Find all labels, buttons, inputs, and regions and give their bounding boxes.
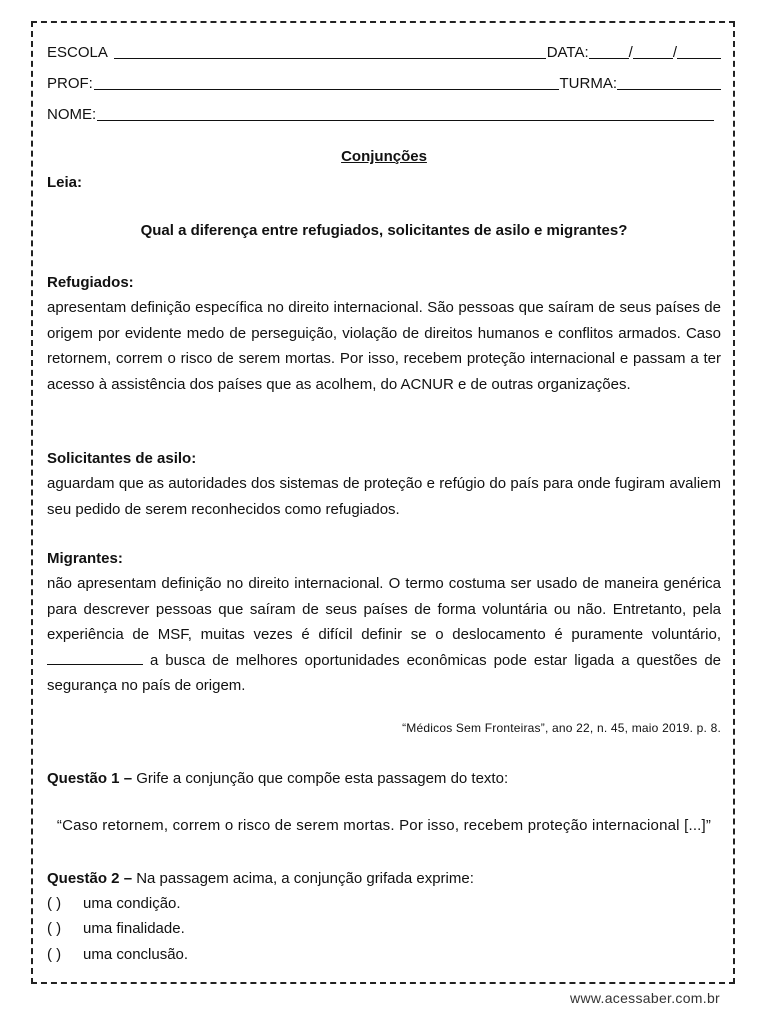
name-label: NOME:	[47, 106, 97, 123]
date-year-field[interactable]	[677, 44, 721, 59]
option-label: uma condição.	[83, 895, 181, 912]
conjunction-blank[interactable]	[47, 651, 143, 665]
option-label: uma finalidade.	[83, 920, 185, 937]
text-title: Qual a diferença entre refugiados, solicitantes de asilo e migrantes?	[140, 222, 628, 239]
class-label: TURMA:	[559, 75, 617, 92]
question-2-label: Questão 2 –	[47, 870, 133, 887]
name-field[interactable]	[97, 106, 714, 121]
option-condicao[interactable]	[47, 895, 181, 913]
page-title: Conjunções	[341, 148, 427, 165]
class-field[interactable]	[617, 75, 721, 90]
question-1-label: Questão 1 –	[47, 770, 133, 787]
migrants-text-after: a busca de melhores oportunidades econômicas pode estar ligada a questões de segurança no país de origem.	[47, 651, 722, 694]
question-1-text: Grife a conjunção que compõe esta passagem do texto:	[136, 770, 509, 787]
asylum-paragraph: aguardam que as autoridades dos sistemas de proteção e refúgio do país para onde fugiram avaliem seu pedido de serem reconhecidos como refugiados.	[47, 475, 721, 518]
date-separator: /	[672, 44, 677, 61]
source-citation: “Médicos Sem Fronteiras”, ano 22, n. 45, maio 2019. p. 8.	[402, 721, 721, 735]
footer-site: www.acessaber.com.br	[570, 990, 720, 1006]
refugees-heading: Refugiados:	[47, 274, 134, 291]
school-field[interactable]	[114, 44, 546, 59]
option-checkbox[interactable]: ( )	[47, 920, 62, 937]
read-label: Leia:	[47, 174, 83, 191]
name-line	[47, 106, 715, 124]
date-label: DATA:	[546, 44, 589, 61]
refugees-paragraph: apresentam definição específica no direito internacional. São pessoas que saíram de seus países de origem por evidente medo de perseguição, violação de direitos humanos e conflitos armados. Caso retornem, correm o risco de serem mortas. Por isso, recebem proteção internacional e passam a ter acesso à assistência dos países que as acolhem, do ACNUR e de outras organizações.	[47, 299, 721, 393]
option-checkbox[interactable]: ( )	[47, 895, 62, 912]
migrants-heading: Migrantes:	[47, 550, 123, 567]
school-line	[47, 44, 721, 62]
question-1	[47, 770, 721, 788]
question-2-text: Na passagem acima, a conjunção grifada exprime:	[136, 870, 474, 887]
prof-field[interactable]	[94, 75, 559, 90]
question-1-quote: “Caso retornem, correm o risco de serem mortas. Por isso, recebem proteção internacional [...]”	[56, 817, 712, 834]
asylum-heading: Solicitantes de asilo:	[47, 450, 197, 467]
migrants-paragraph	[47, 571, 721, 699]
school-label: ESCOLA	[47, 44, 108, 61]
option-label: uma conclusão.	[83, 946, 189, 963]
prof-line	[47, 75, 721, 93]
option-finalidade[interactable]	[47, 920, 185, 938]
question-2	[47, 870, 721, 888]
date-day-field[interactable]	[589, 44, 629, 59]
migrants-text-before: não apresentam definição no direito internacional. O termo costuma ser usado de maneira genérica para descrever pessoas que saíram de seus países de forma voluntária ou não. Entretanto, pela experiência de MSF, muitas vezes é difícil definir se o deslocamento é puramente voluntário,	[47, 575, 721, 643]
date-separator: /	[628, 44, 633, 61]
date-month-field[interactable]	[633, 44, 673, 59]
option-conclusao[interactable]	[47, 946, 188, 964]
prof-label: PROF:	[47, 75, 93, 92]
option-checkbox[interactable]: ( )	[47, 946, 62, 963]
